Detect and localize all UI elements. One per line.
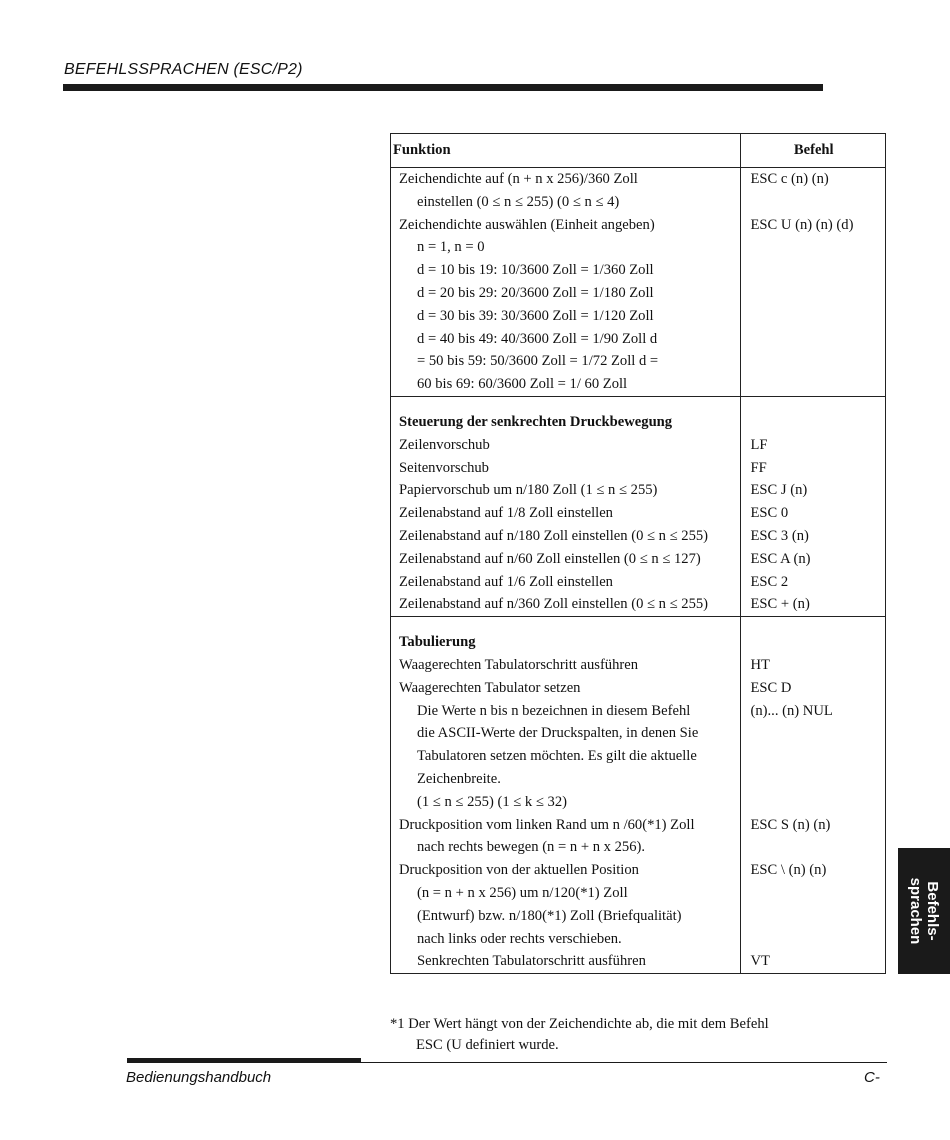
command-line: ESC J (n) — [750, 482, 808, 499]
footnote-line: *1 Der Wert hängt von der Zeichendichte ab, die mit dem Befehl — [390, 1016, 769, 1032]
command-line — [741, 836, 886, 859]
section-heading: Steuerung der senkrechten Druckbewegung — [399, 413, 673, 430]
function-line: Zeichendichte auf (n + n x 256)/360 Zoll — [399, 171, 638, 187]
command-line: ESC 2 — [750, 573, 789, 590]
command-line — [741, 373, 886, 396]
command-line — [741, 236, 886, 259]
footer-rule-thin — [361, 1062, 887, 1063]
command-line: ESC U (n) (n) (d) — [750, 216, 854, 233]
command-line — [741, 328, 886, 351]
thumb-tab-label: sprachen — [907, 877, 924, 945]
command-line — [741, 631, 886, 654]
command-line: (n)... (n) NUL — [750, 702, 833, 719]
function-line: d = 10 bis 19: 10/3600 Zoll = 1/360 Zoll — [417, 262, 654, 279]
function-line: (Entwurf) bzw. n/180(*1) Zoll (Briefqualität) — [417, 907, 682, 924]
command-line — [741, 259, 886, 282]
command-line: HT — [750, 656, 770, 673]
command-line — [741, 722, 886, 745]
command-line — [741, 411, 886, 434]
section-functions — [391, 168, 741, 397]
section-commands — [740, 617, 886, 974]
section-functions — [391, 396, 741, 616]
function-line: Zeilenabstand auf n/60 Zoll einstellen (0 ≤ n ≤ 127) — [399, 550, 701, 567]
footer-rule-thick — [127, 1058, 361, 1063]
command-line: FF — [750, 459, 767, 476]
header-rule — [63, 84, 823, 91]
function-line: Waagerechten Tabulator setzen — [399, 679, 581, 696]
function-line: Senkrechten Tabulatorschritt ausführen — [417, 953, 646, 970]
section-commands — [740, 168, 886, 397]
function-line: Zeilenabstand auf 1/8 Zoll einstellen — [399, 505, 613, 522]
command-line: ESC A (n) — [750, 550, 811, 567]
function-line: Seitenvorschub — [399, 459, 489, 476]
footnote-line: ESC (U definiert wurde. — [416, 1037, 559, 1053]
function-line: Druckposition von der aktuellen Position — [399, 862, 639, 879]
function-line: Papiervorschub um n/180 Zoll (1 ≤ n ≤ 255) — [399, 482, 658, 499]
section-heading: Tabulierung — [399, 634, 476, 651]
command-line: ESC D — [750, 679, 792, 696]
function-line: Zeichendichte auswählen (Einheit angeben) — [399, 216, 655, 233]
command-line — [741, 191, 886, 214]
footer-manual-name: Bedienungshandbuch — [126, 1069, 272, 1086]
function-line: einstellen (0 ≤ n ≤ 255) (0 ≤ n ≤ 4) — [417, 193, 620, 210]
section-thumb-tab — [898, 848, 950, 974]
function-line: Zeilenabstand auf n/180 Zoll einstellen (0 ≤ n ≤ 255) — [399, 527, 709, 544]
thumb-tab-label: Befehls- — [924, 881, 941, 941]
function-line: Die Werte n bis n bezeichnen in diesem Befehl — [417, 702, 691, 719]
command-line: ESC + (n) — [750, 596, 810, 613]
function-line: Zeilenabstand auf n/360 Zoll einstellen (0 ≤ n ≤ 255) — [399, 596, 709, 613]
function-line: n = 1, n = 0 — [417, 239, 485, 256]
footnote — [390, 1014, 769, 1056]
table-section-character-pitch — [391, 168, 886, 397]
function-line: 60 bis 69: 60/3600 Zoll = 1/ 60 Zoll — [417, 376, 628, 393]
command-line — [741, 282, 886, 305]
function-line: (n = n + n x 256) um n/120(*1) Zoll — [417, 884, 628, 901]
function-line: (1 ≤ n ≤ 255) (1 ≤ k ≤ 32) — [417, 793, 567, 810]
function-line: Zeilenabstand auf 1/6 Zoll einstellen — [399, 573, 613, 590]
function-line: d = 20 bis 29: 20/3600 Zoll = 1/180 Zoll — [417, 284, 654, 301]
function-line: Tabulatoren setzen möchten. Es gilt die aktuelle — [417, 748, 697, 765]
table-section-tabulation — [391, 617, 886, 974]
column-header-command: Befehl — [740, 134, 886, 168]
command-line — [741, 791, 886, 814]
command-table — [390, 133, 886, 974]
column-header-function: Funktion — [391, 134, 741, 168]
command-line: VT — [750, 953, 770, 970]
table-section-vertical-motion — [391, 396, 886, 616]
command-line — [741, 745, 886, 768]
command-line: LF — [750, 436, 768, 453]
function-line: d = 30 bis 39: 30/3600 Zoll = 1/120 Zoll — [417, 307, 654, 324]
command-line — [741, 305, 886, 328]
footer-page-number: C- — [864, 1069, 880, 1086]
section-commands — [740, 396, 886, 616]
function-line: Zeilenvorschub — [399, 436, 490, 453]
command-line — [741, 768, 886, 791]
command-line: ESC 0 — [750, 505, 789, 522]
function-line: Zeichenbreite. — [417, 770, 501, 787]
command-line: ESC \ (n) (n) — [750, 862, 827, 879]
table-header-row — [391, 134, 886, 168]
page-header-title: BEFEHLSSPRACHEN (ESC/P2) — [64, 61, 303, 78]
function-line: d = 40 bis 49: 40/3600 Zoll = 1/90 Zoll d — [417, 330, 658, 347]
section-functions — [391, 617, 741, 974]
command-line: ESC c (n) (n) — [750, 171, 829, 187]
function-line: Waagerechten Tabulatorschritt ausführen — [399, 656, 639, 673]
function-line: die ASCII-Werte der Druckspalten, in denen Sie — [417, 725, 699, 742]
function-line: nach rechts bewegen (n = n + n x 256). — [417, 839, 645, 856]
function-line: Druckposition vom linken Rand um n /60(*1) Zoll — [399, 816, 695, 833]
command-line — [741, 882, 886, 905]
command-line — [741, 905, 886, 928]
command-line — [741, 350, 886, 373]
function-line: = 50 bis 59: 50/3600 Zoll = 1/72 Zoll d = — [417, 353, 659, 370]
command-line: ESC S (n) (n) — [750, 816, 831, 833]
command-line: ESC 3 (n) — [750, 527, 809, 544]
command-line — [741, 928, 886, 951]
function-line: nach links oder rechts verschieben. — [417, 930, 622, 947]
